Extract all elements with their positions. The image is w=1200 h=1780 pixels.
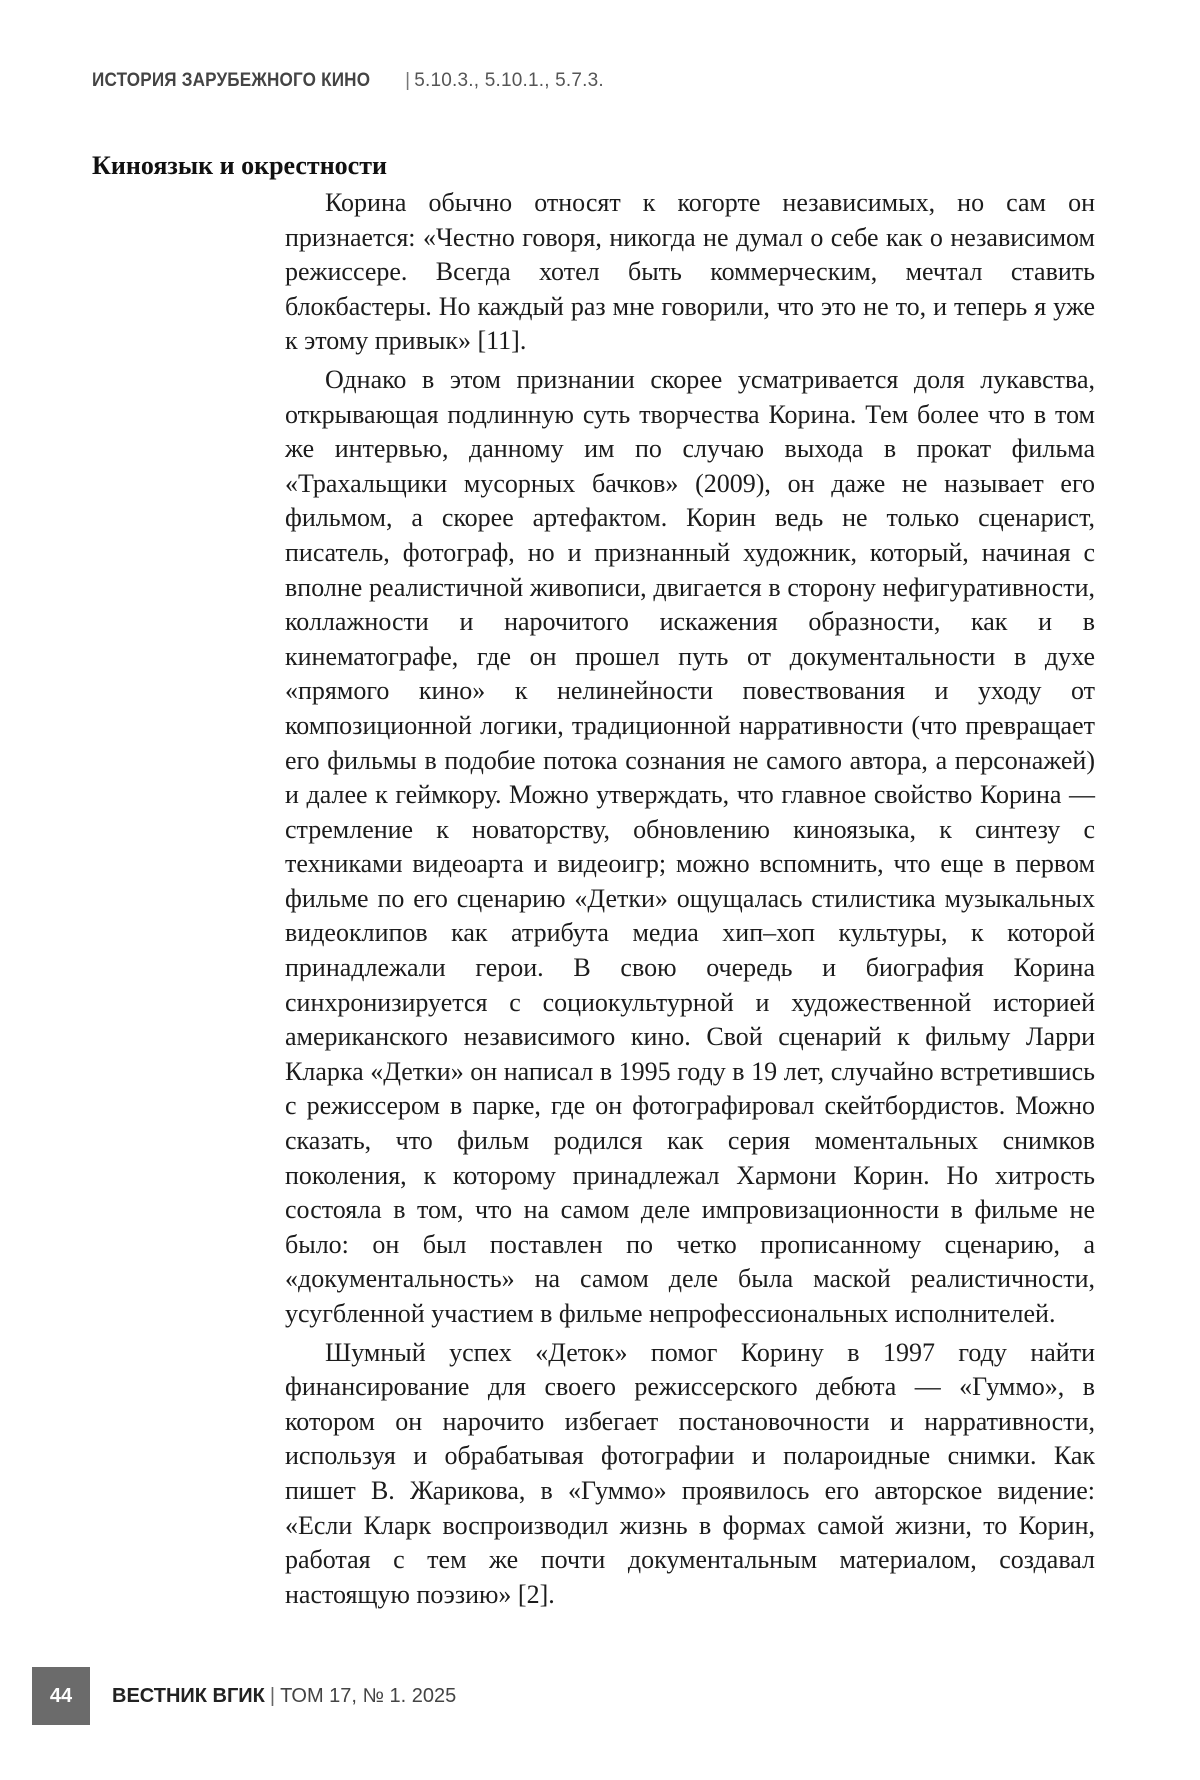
- paragraph-2: Однако в этом признании скорее усматривается доля лукавства, открывающая подлинную суть творчества Корина. Тем более что в том же интервью, данному им по случаю выхода в прокат фильма «Трахальщики мусорных бачков» (2009), он даже не называет его фильмом, а скорее артефактом. Корин ведь не только сценарист, писатель, фотограф, но и признанный художник, который, начиная с вполне реалистичной живописи, двигается в сторону нефигуративности, коллажности и нарочитого искажения образности, как и в кинематографе, где он прошел путь от документальности в духе «прямого кино» к нелинейности повествования и уходу от композиционной логики, традиционной нарративности (что превращает его фильмы в подобие потока сознания не самого автора, а персонажей) и далее к геймкору. Можно утверждать, что главное свойство Корина — стремление к новаторству, обновлению киноязыка, к синтезу с техниками видеоарта и видеоигр; можно вспомнить, что еще в первом фильме по его сценарию «Детки» ощущалась стилистика музыкальных видеоклипов как атрибута медиа хип–хоп культуры, к которой принадлежали герои. В свою очередь и биография Корина синхронизируется с социокультурной и художественной историей американского независимого кино. Свой сценарий к фильму Ларри Кларка «Детки» он написал в 1995 году в 19 лет, случайно встретившись с режиссером в парке, где он фотографировал скейтбордистов. Можно сказать, что фильм родился как серия моментальных снимков поколения, к которому принадлежал Хармони Корин. Но хитрость состояла в том, что на самом деле импровизационности в фильме не было: он был поставлен по четко прописанному сценарию, а «документальность» на самом деле была маской реалистичности, усугбленной участием в фильме непрофессиональных исполнителей.: [285, 364, 1095, 1328]
- journal-name: ВЕСТНИК ВГИК: [112, 1684, 265, 1707]
- issue-info: ТОМ 17, № 1. 2025: [280, 1684, 457, 1707]
- paragraph-1: Корина обычно относят к когорте независимых, но сам он признается: «Честно говоря, никогда не думал о себе как о независимом режиссере. Всегда хотел быть коммерческим, мечтал ставить блокбастеры. Но каждый раз мне говорили, что это не то, и теперь я уже к этому привык» [11].: [285, 188, 1095, 356]
- running-head: [92, 70, 604, 92]
- footer-separator: |: [269, 1684, 276, 1707]
- article-body: [285, 186, 1095, 1616]
- page-footer: [32, 1667, 456, 1725]
- paragraph-3: Шумный успех «Деток» помог Корину в 1997 году найти финансирование для своего режиссерского дебюта — «Гуммо», в котором он нарочито избегает постановочности и нарративности, используя и обрабатывая фотографии и полароидные снимки. Как пишет В. Жарикова, в «Гуммо» проявилось его авторское видение: «Если Кларк воспроизводил жизнь в формах самой жизни, то Корин, работая с тем же почти документальным материалом, создавал настоящую поэзию» [2].: [285, 1337, 1095, 1609]
- classification-codes: 5.10.3., 5.10.1., 5.7.3.: [414, 70, 604, 91]
- journal-section-title: ИСТОРИЯ ЗАРУБЕЖНОГО КИНО: [92, 70, 371, 91]
- running-head-separator: |: [405, 70, 411, 91]
- section-heading: Киноязык и окрестности: [92, 151, 387, 180]
- page-number: 44: [32, 1667, 90, 1725]
